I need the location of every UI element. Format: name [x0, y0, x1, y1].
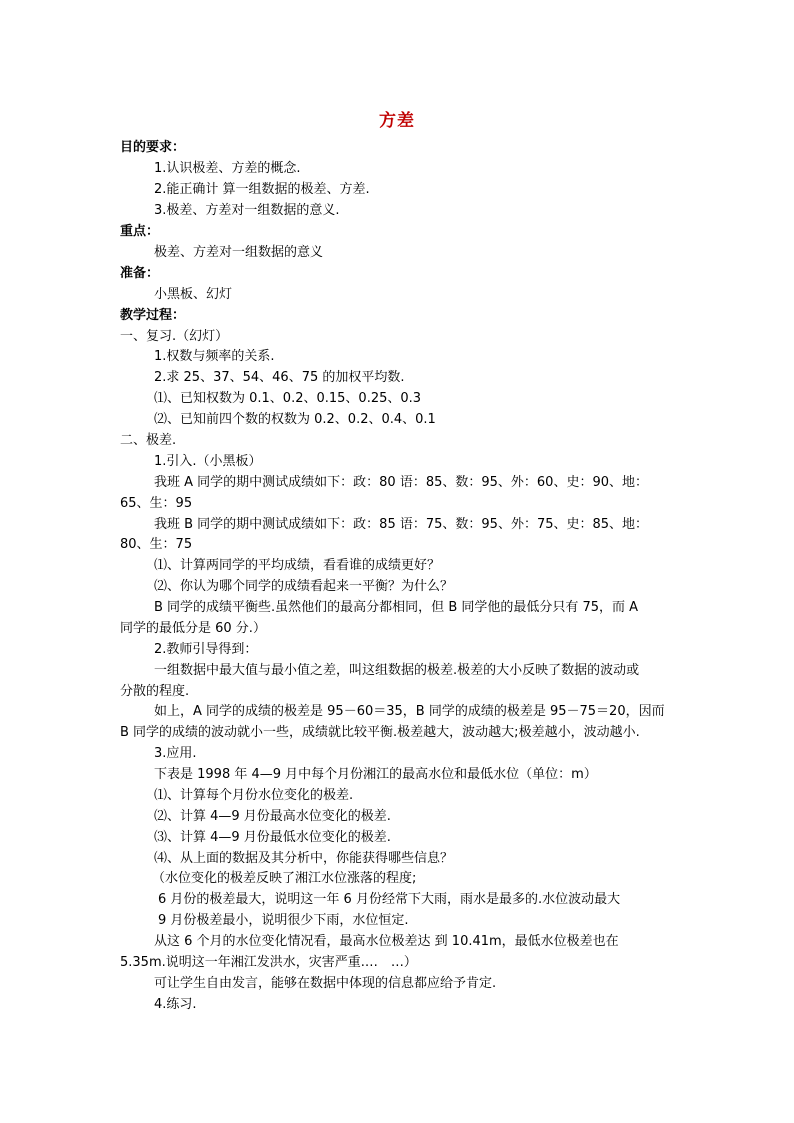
section-range-title: 二、极差.: [120, 433, 177, 448]
answer-line-cont: 同学的最低分是 60 分.）: [120, 621, 266, 636]
process-heading: 教学过程：: [120, 308, 186, 323]
definition-line: 一组数据中最大值与最小值之差，叫这组数据的极差.极差的大小反映了数据的波动或: [154, 663, 640, 678]
review-item: 1.权数与频率的关系.: [154, 349, 275, 364]
student-a-scores-cont: 65、生：95: [120, 496, 193, 511]
application-question-2: ⑵、计算 4—9 月份最高水位变化的极差.: [154, 809, 391, 824]
student-b-scores-cont: 80、生：75: [120, 537, 193, 552]
info-line: 6 月份的极差最大，说明这一年 6 月份经常下大雨，雨水是最多的.水位波动最大: [158, 892, 621, 907]
info-line: （水位变化的极差反映了湘江水位涨落的程度;: [152, 871, 417, 886]
focus-text: 极差、方差对一组数据的意义: [154, 245, 324, 260]
info-line: 9 月份极差最小，说明很少下雨，水位恒定.: [158, 913, 409, 928]
application-question-1: ⑴、计算每个月份水位变化的极差.: [154, 788, 354, 803]
table-intro: 下表是 1998 年 4—9 月中每个月份湘江的最高水位和最低水位（单位：m）: [154, 767, 597, 782]
objectives-heading: 目的要求：: [120, 140, 186, 155]
review-item: ⑴、已知权数为 0.1、0.2、0.15、0.25、0.3: [154, 391, 422, 406]
example-line-cont: B 同学的成绩的波动就小一些，成绩就比较平衡.极差越大，波动越大;极差越小，波动越小.: [120, 725, 640, 740]
focus-heading: 重点：: [120, 224, 160, 239]
application-question-4: ⑷、从上面的数据及其分析中，你能获得哪些信息？: [154, 851, 454, 866]
free-talk-note: 可让学生自由发言，能够在数据中体现的信息都应给予肯定.: [154, 976, 497, 991]
review-item: 2.求 25、37、54、46、75 的加权平均数.: [154, 370, 405, 385]
practice-heading: 4.练习.: [154, 997, 197, 1012]
preparation-text: 小黑板、幻灯: [154, 287, 233, 302]
definition-line-cont: 分散的程度.: [120, 684, 190, 699]
objective-item: 3.极差、方差对一组数据的意义.: [154, 203, 340, 218]
example-line: 如上，A 同学的成绩的极差是 95－60＝35，B 同学的成绩的极差是 95－75＝20，因而: [154, 704, 665, 719]
preparation-heading: 准备：: [120, 266, 160, 281]
document-title: 方差: [379, 111, 415, 131]
student-a-scores: 我班 A 同学的期中测试成绩如下：政：80 语：85、数：95、外：60、史：90、地：: [154, 475, 649, 490]
section-review-title: 一、复习.（幻灯）: [120, 329, 229, 344]
application-question-3: ⑶、计算 4—9 月份最低水位变化的极差.: [154, 830, 391, 845]
application-heading: 3.应用.: [154, 746, 197, 761]
answer-line: B 同学的成绩平衡些.虽然他们的最高分都相同，但 B 同学他的最低分只有 75，而 A: [154, 600, 639, 615]
question-1: ⑴、计算两同学的平均成绩，看看谁的成绩更好？: [154, 558, 441, 573]
range-intro: 1.引入.（小黑板）: [154, 454, 262, 469]
question-2: ⑵、你认为哪个同学的成绩看起来一平衡？为什么？: [154, 579, 454, 594]
info-line-cont: 5.35m.说明这一年湘江发洪水，灾害严重.… …）: [120, 955, 417, 970]
info-line: 从这 6 个月的水位变化情况看，最高水位极差达 到 10.41m，最低水位极差也在: [154, 934, 619, 949]
review-item: ⑵、已知前四个数的权数为 0.2、0.2、0.4、0.1: [154, 412, 436, 427]
teacher-guide: 2.教师引导得到：: [154, 642, 258, 657]
objective-item: 2.能正确计 算一组数据的极差、方差.: [154, 182, 370, 197]
student-b-scores: 我班 B 同学的期中测试成绩如下：政：85 语：75、数：95、外：75、史：85、地：: [154, 517, 649, 532]
objective-item: 1.认识极差、方差的概念.: [154, 161, 301, 176]
